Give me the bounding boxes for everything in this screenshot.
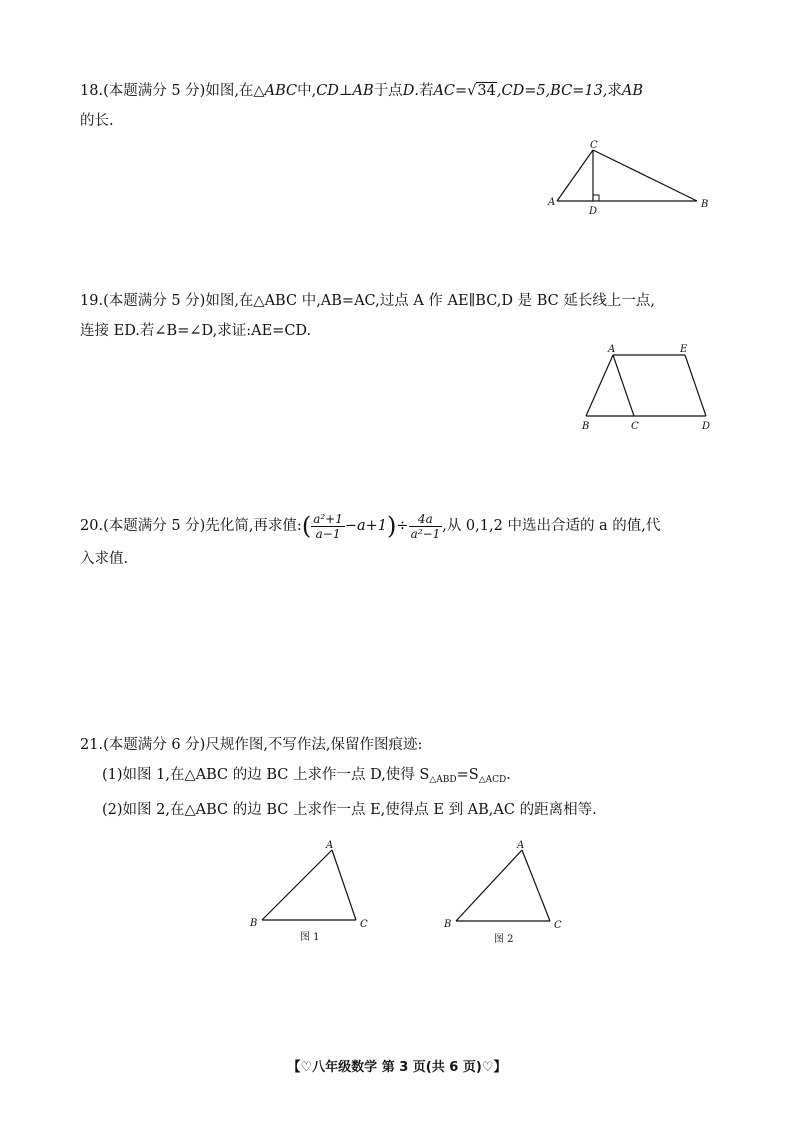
q18-label-c: C	[590, 140, 598, 151]
q20-fraction-2	[409, 512, 443, 541]
fig2-label-b: B	[444, 919, 452, 930]
q20-divide-sign: ÷	[396, 518, 409, 534]
fig1-label-a: A	[326, 840, 334, 851]
q20-line2: 入求值.	[80, 551, 129, 567]
fig2-label-a: A	[517, 840, 525, 851]
question-18	[80, 76, 643, 136]
q19-label-a: A	[608, 344, 616, 355]
q18-d: D	[402, 83, 415, 99]
fig1-caption: 图 1	[300, 932, 320, 943]
right-paren: )	[387, 512, 397, 540]
q18-number: 18.	[80, 83, 104, 99]
question-21	[80, 730, 597, 825]
page-footer: 【♡八年级数学 第 3 页(共 6 页)♡】	[287, 1060, 507, 1075]
q21-part1	[80, 760, 597, 795]
q18-line1	[80, 76, 643, 106]
q18-text-a: 如图,在△	[205, 83, 265, 99]
q18-conditions: ,CD=5,BC=13,	[496, 83, 608, 99]
q19-line2: 连接 ED.若∠B=∠D,求证:AE=CD.	[80, 323, 312, 339]
q20-number: 20.	[80, 518, 104, 534]
q21-part2: (2)如图 2,在△ABC 的边 BC 上求作一点 E,使得点 E 到 AB,AC 的距离相等.	[102, 802, 597, 818]
q19-line1	[80, 286, 655, 316]
sqrt-sign: √	[467, 83, 477, 99]
q21-line1	[80, 730, 597, 760]
fig2-label-c: C	[554, 920, 562, 931]
q19-figure	[578, 340, 718, 432]
q19-label-e: E	[680, 344, 688, 355]
q19-text: 如图,在△ABC 中,AB=AC,过点 A 作 AE∥BC,D 是 BC 延长线上一点,	[205, 293, 655, 309]
q18-ac: AC=	[433, 83, 468, 99]
q20-frac2-denominator: a²−1	[410, 526, 441, 541]
q18-text-b: 中,	[297, 83, 317, 99]
q20-frac1-numerator: a²+1	[313, 511, 343, 526]
q18-text-d: .若	[414, 83, 434, 99]
q19-number: 19.	[80, 293, 104, 309]
q18-sqrt-value: 34	[477, 83, 496, 99]
q21-figure-2	[442, 838, 572, 948]
q21-score: (本题满分 6 分)	[103, 737, 206, 753]
q18-abc: ABC	[264, 83, 298, 99]
q18-ab: AB	[621, 83, 644, 99]
q20-lead: 先化简,再求值:	[205, 518, 302, 534]
q21-sub-abd: △ABD	[429, 775, 457, 785]
q21-sub-acd: △ACD	[478, 775, 507, 785]
q20-fraction-1	[311, 512, 345, 541]
q21-number: 21.	[80, 737, 104, 753]
left-paren: (	[301, 512, 312, 540]
question-20	[80, 508, 660, 574]
q18-label-d: D	[589, 206, 598, 217]
q21-figure-1	[248, 838, 378, 948]
q21-text: 尺规作图,不写作法,保留作图痕迹:	[205, 737, 423, 753]
q20-tail: ,从 0,1,2 中选出合适的 a 的值,代	[442, 518, 661, 534]
q18-score: (本题满分 5 分)	[103, 83, 206, 99]
q19-score: (本题满分 5 分)	[103, 293, 206, 309]
q18-line2: 的长.	[80, 113, 114, 129]
question-19	[80, 286, 655, 346]
q21-equals: =S	[456, 767, 479, 783]
q18-label-a: A	[548, 197, 556, 208]
fig2-caption: 图 2	[494, 934, 514, 945]
fig1-label-b: B	[250, 918, 258, 929]
q21-part1-text: (1)如图 1,在△ABC 的边 BC 上求作一点 D,使得 S	[102, 767, 430, 783]
q18-label-b: B	[701, 199, 709, 210]
q18-text-c: 于点	[373, 83, 403, 99]
q18-cd-ab: CD⊥AB	[316, 83, 374, 99]
q19-label-c: C	[631, 421, 639, 432]
q20-line1	[80, 508, 660, 544]
q19-label-b: B	[582, 421, 590, 432]
q21-part1-end: .	[506, 767, 511, 783]
fig1-label-c: C	[360, 919, 368, 930]
q18-ask: 求	[607, 83, 622, 99]
q19-label-d: D	[702, 421, 711, 432]
q20-middle-term: −a+1	[344, 518, 388, 534]
q20-score: (本题满分 5 分)	[103, 518, 206, 534]
q20-frac2-numerator: 4a	[409, 512, 443, 527]
q18-figure	[545, 138, 715, 218]
q20-frac1-denominator: a−1	[315, 526, 341, 541]
